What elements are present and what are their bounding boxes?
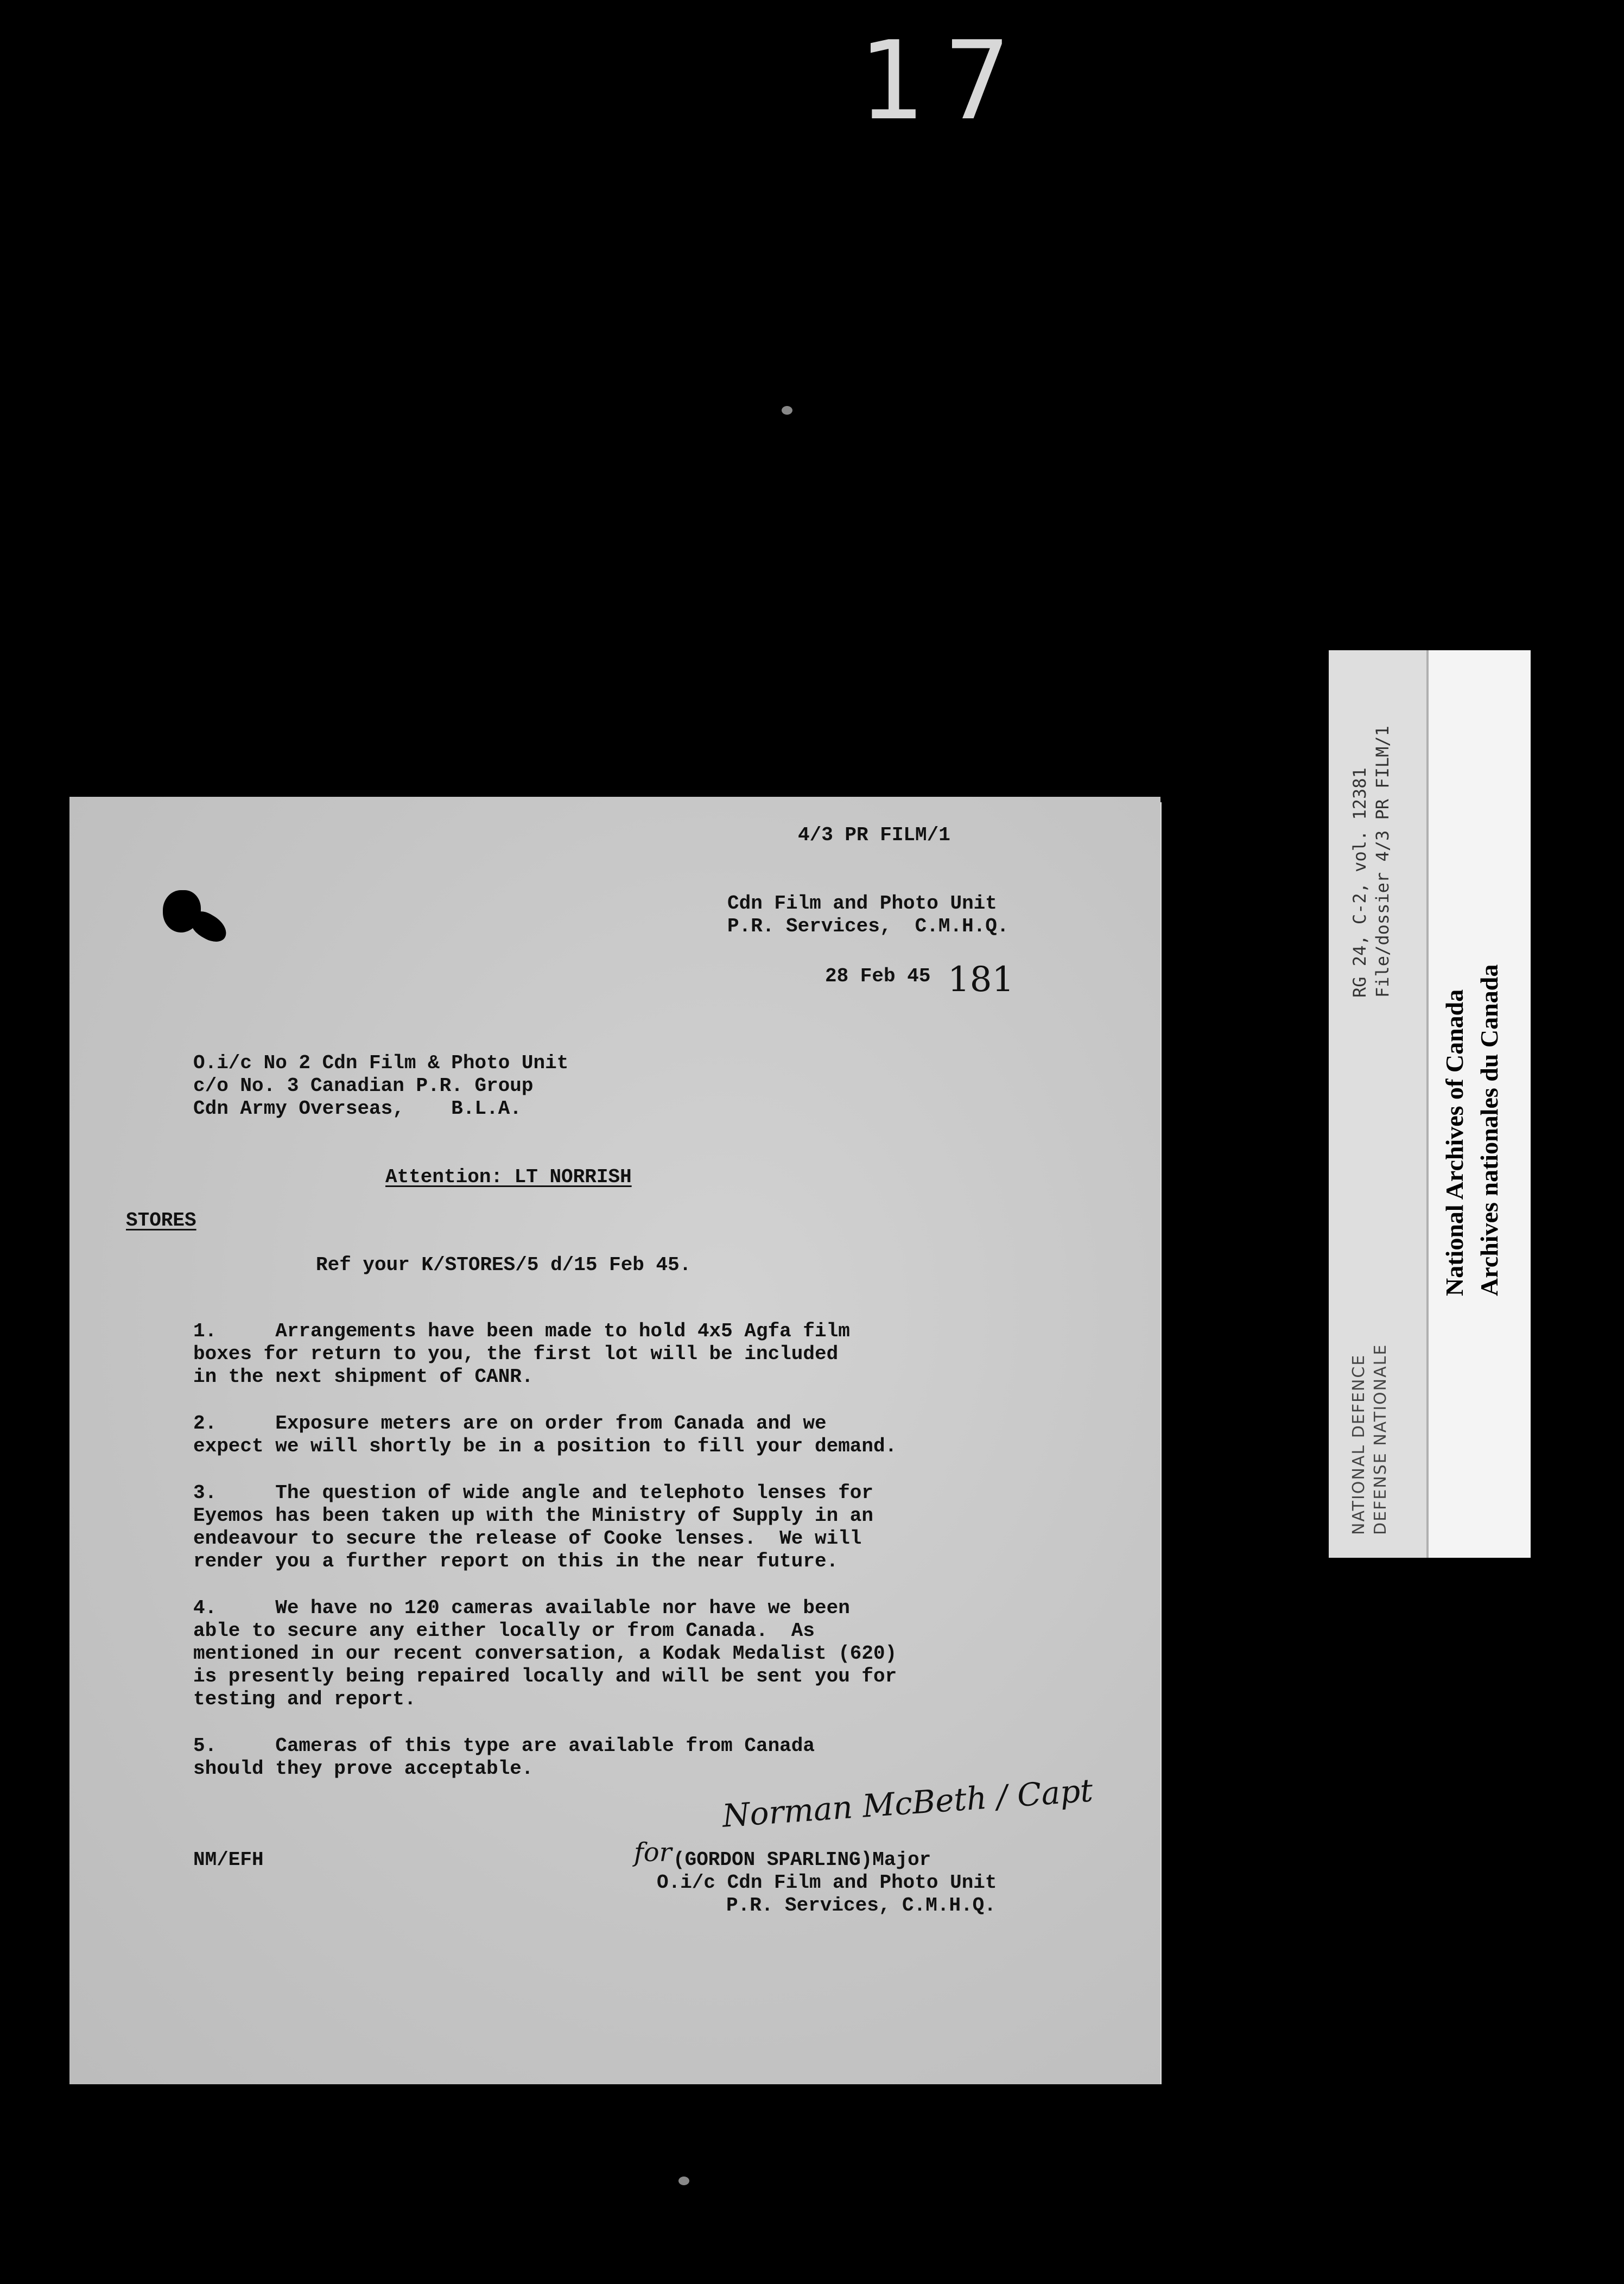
signature-line: (GORDON SPARLING)Major (673, 1849, 931, 1871)
paragraph-line: in the next shipment of CANR. (193, 1366, 534, 1388)
institution-line: National Archives of Canada (1441, 989, 1468, 1296)
sender-line: P.R. Services, C.M.H.Q. (727, 915, 1009, 937)
handwritten-number: 181 (948, 960, 1014, 1000)
film-speck (782, 406, 792, 415)
paragraph-line: is presently being repaired locally and will be sent you for (193, 1665, 897, 1687)
signature-line: P.R. Services, C.M.H.Q. (726, 1894, 996, 1917)
signature-line: O.i/c Cdn Film and Photo Unit (657, 1871, 997, 1894)
signature-for: for (634, 1837, 672, 1868)
paragraph-line: expect we will shortly be in a position to fill your demand. (193, 1435, 897, 1457)
paragraph-line: 3. The question of wide angle and telephoto lenses for (193, 1482, 874, 1504)
paragraph-line: 5. Cameras of this type are available from Canada (193, 1735, 815, 1757)
paragraph-line: Eyemos has been taken up with the Ministry of Supply in an (193, 1505, 874, 1527)
archive-reference (1348, 726, 1394, 998)
archive-label (1329, 650, 1531, 1558)
institution-line: Archives nationales du Canada (1475, 964, 1503, 1296)
letter-date: 28 Feb 45 (825, 965, 931, 987)
recipient-line: c/o No. 3 Canadian P.R. Group (193, 1075, 534, 1097)
paragraph-line: testing and report. (193, 1688, 416, 1710)
paragraph-line: 4. We have no 120 cameras available nor have we been (193, 1597, 850, 1619)
department-name (1348, 1344, 1392, 1535)
paragraph-line: mentioned in our recent conversation, a Kodak Medalist (620) (193, 1642, 897, 1665)
archive-reference-line: RG 24, C-2, vol. 12381 (1349, 767, 1370, 998)
subject-heading: STORES (126, 1209, 196, 1232)
typist-initials: NM/EFH (193, 1849, 264, 1871)
sender-line: Cdn Film and Photo Unit (727, 892, 997, 915)
film-speck (678, 2177, 689, 2185)
paragraph-line: render you a further report on this in the near future. (193, 1550, 839, 1572)
department-line: NATIONAL DEFENCE (1349, 1354, 1368, 1535)
institution-name (1437, 965, 1507, 1296)
archive-reference-line: File/dossier 4/3 PR FILM/1 (1372, 726, 1393, 998)
reference-line: Ref your K/STORES/5 d/15 Feb 45. (316, 1254, 692, 1276)
paragraph-line: able to secure any either locally or from Canada. As (193, 1620, 815, 1642)
recipient-line: Cdn Army Overseas, B.L.A. (193, 1097, 522, 1120)
department-line: DEFENSE NATIONALE (1371, 1343, 1390, 1535)
paragraph-line: 2. Exposure meters are on order from Canada and we (193, 1412, 827, 1435)
paragraph-line: should they prove acceptable. (193, 1758, 534, 1780)
paragraph-line: 1. Arrangements have been made to hold 4x5 Agfa film (193, 1320, 850, 1342)
file-reference: 4/3 PR FILM/1 (798, 824, 950, 846)
attention-line: Attention: LT NORRISH (385, 1166, 632, 1188)
paragraph-line: endeavour to secure the release of Cooke lenses. We will (193, 1527, 862, 1550)
frame-number: 17 (858, 18, 1032, 144)
recipient-line: O.i/c No 2 Cdn Film & Photo Unit (193, 1052, 569, 1074)
handwritten-signature: Norman McBeth / Capt (721, 1772, 1094, 1835)
paragraph-line: boxes for return to you, the first lot will be included (193, 1343, 839, 1365)
